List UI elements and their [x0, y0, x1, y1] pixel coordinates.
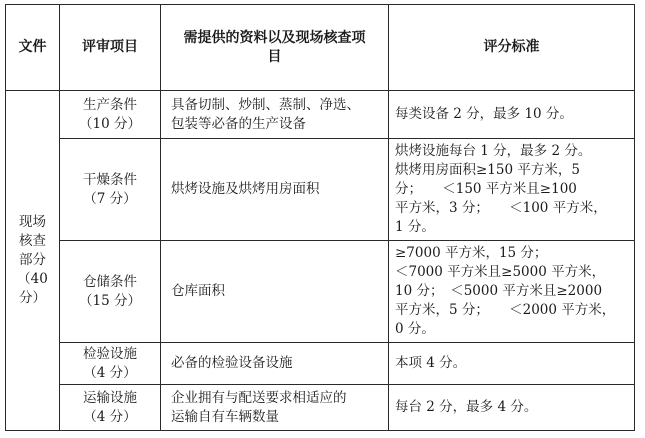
header-row: [6, 5, 635, 91]
materials-cell: 必备的检验设备设施: [161, 343, 389, 385]
header-file: 文件: [6, 5, 60, 91]
section-line: 分）: [19, 290, 46, 306]
scoring-table: [5, 4, 635, 431]
materials-cell: 企业拥有与配送要求相适应的 运输自有车辆数量: [161, 385, 389, 431]
table-row: [6, 343, 635, 385]
standard-cell: 每类设备 2 分，最多 10 分。: [389, 91, 635, 139]
materials-cell: 具备切制、炒制、蒸制、净选、 包装等必备的生产设备: [161, 91, 389, 139]
section-line: 部分: [19, 252, 46, 268]
item-cell: 生产条件 （10 分）: [60, 91, 161, 139]
section-line: 核查: [19, 233, 46, 249]
header-standard: 评分标准: [389, 5, 635, 91]
standard-cell: 烘烤设施每台 1 分，最多 2 分。 烘烤用房面积≥150 平方米，5 分； ＜150 平方米且≥100 平方米，3 分； ＜100 平方米， 1 分。: [389, 139, 635, 241]
item-cell: 运输设施 （4 分）: [60, 385, 161, 431]
standard-cell: 本项 4 分。: [389, 343, 635, 385]
item-cell: 干燥条件 （7 分）: [60, 139, 161, 241]
standard-cell: ≥7000 平方米，15 分； ＜7000 平方米且≥5000 平方米， 10 分； ＜5000 平方米且≥2000 平方米，5 分； ＜2000 平方米， 0 分。: [389, 241, 635, 343]
header-materials: 需提供的资料以及现场核查项目: [161, 5, 389, 91]
section-line: （40: [17, 271, 48, 287]
item-cell: 检验设施 （4 分）: [60, 343, 161, 385]
materials-cell: 烘烤设施及烘烤用房面积: [161, 139, 389, 241]
standard-cell: 每台 2 分，最多 4 分。: [389, 385, 635, 431]
table-row: [6, 91, 635, 139]
item-cell: 仓储条件 （15 分）: [60, 241, 161, 343]
materials-cell: 仓库面积: [161, 241, 389, 343]
table-row: [6, 139, 635, 241]
table-row: [6, 241, 635, 343]
section-line: 现场: [19, 214, 46, 230]
header-item: 评审项目: [60, 5, 161, 91]
table-row: [6, 385, 635, 431]
section-cell: [6, 91, 60, 431]
